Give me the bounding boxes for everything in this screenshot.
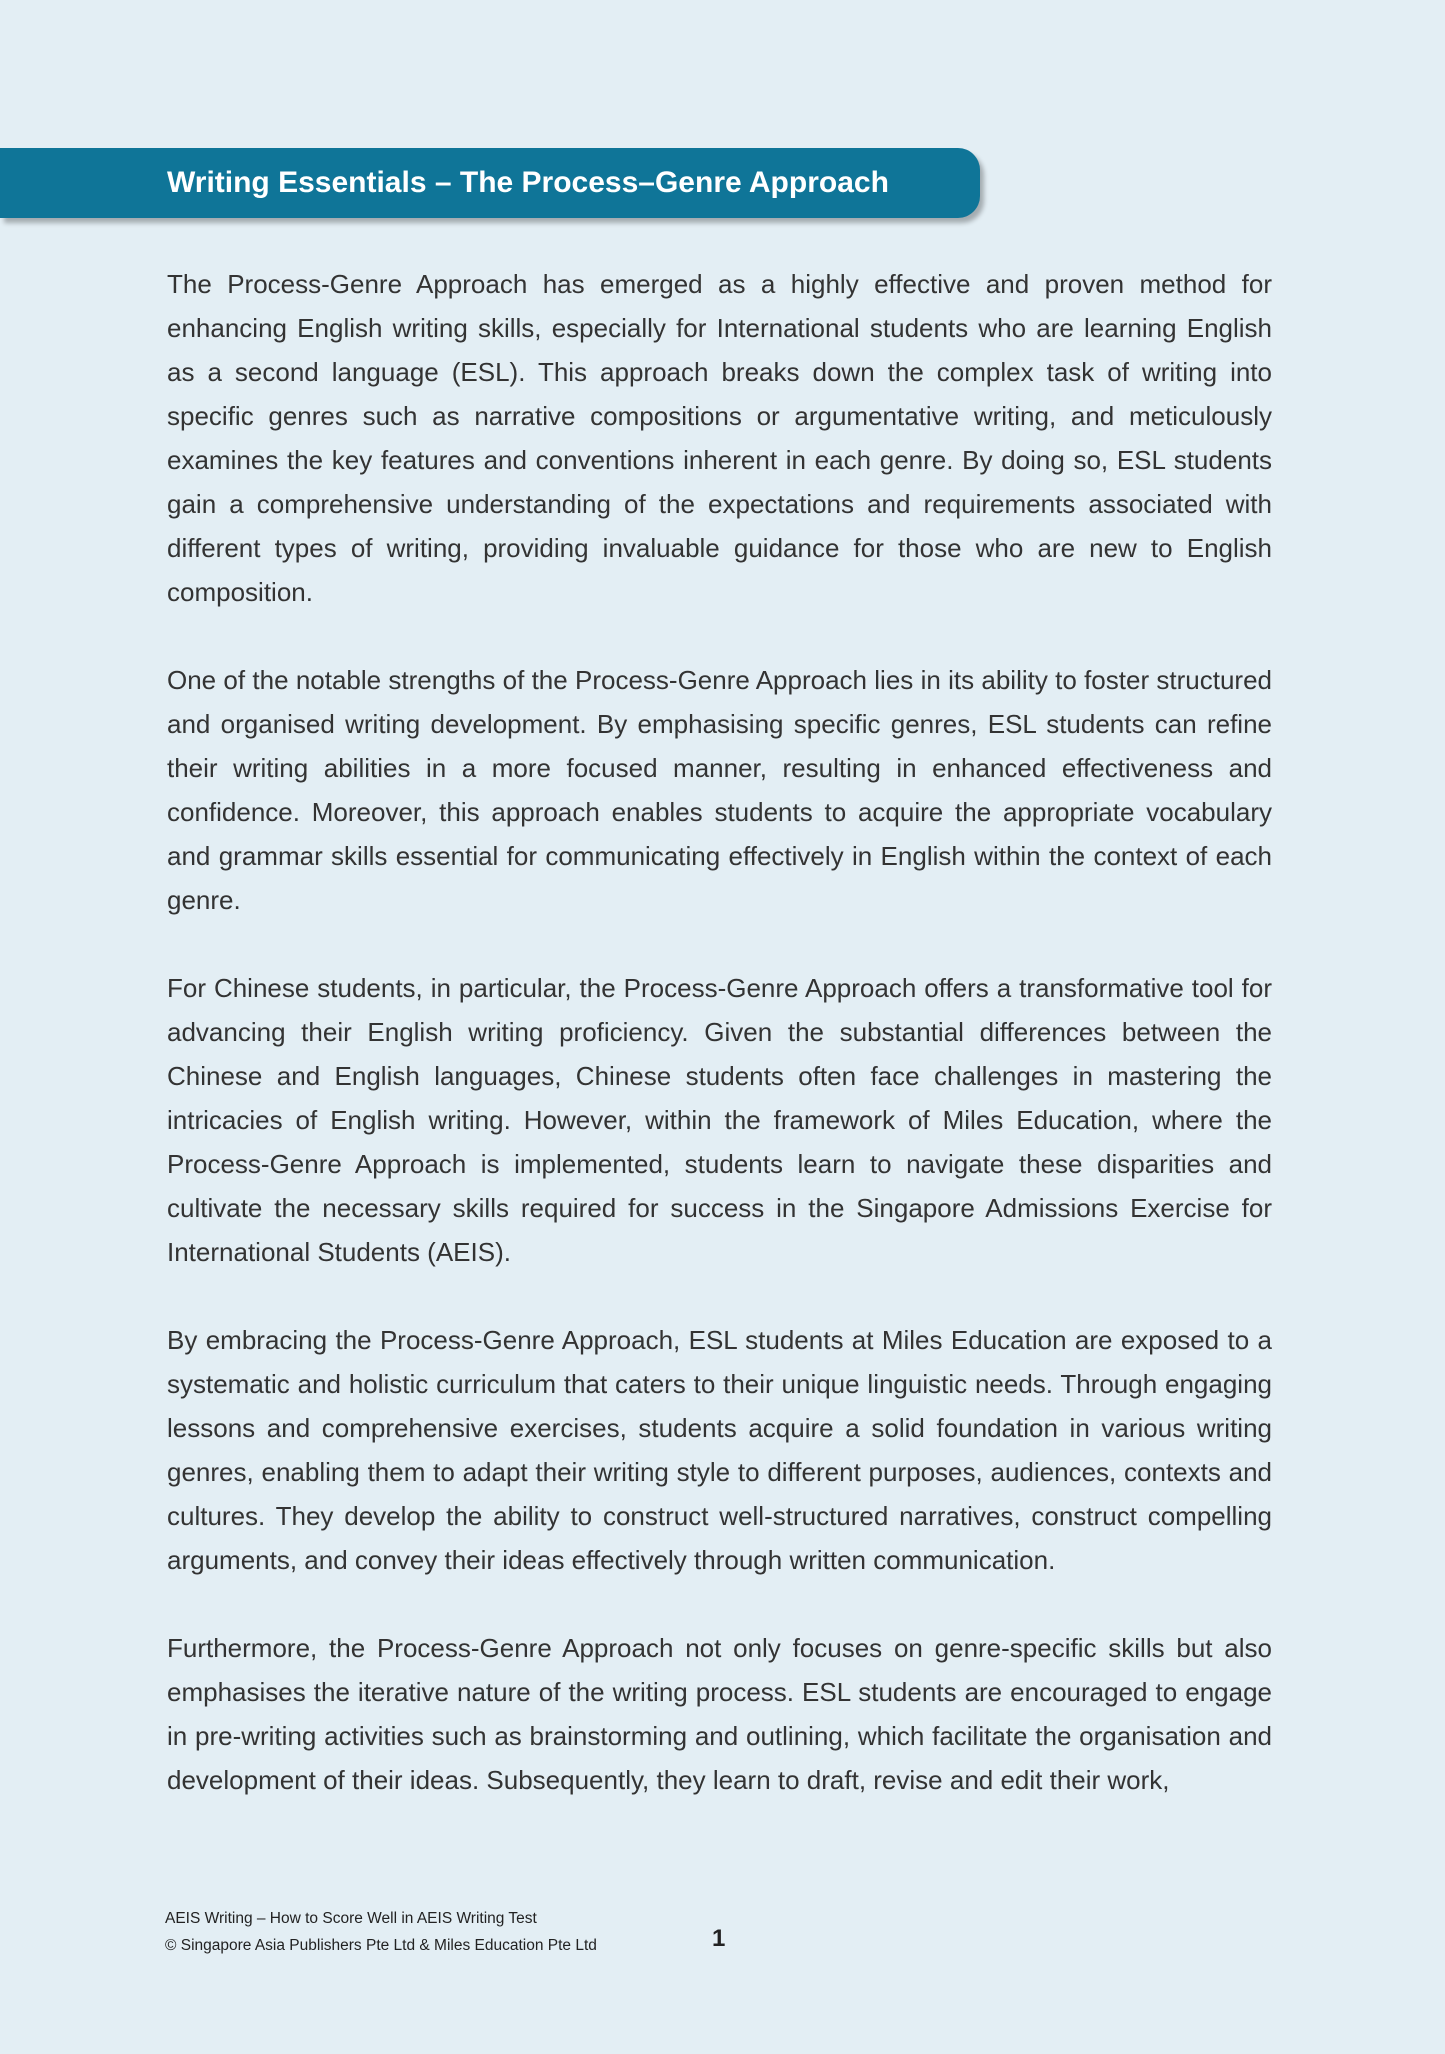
footer-copyright: © Singapore Asia Publishers Pte Ltd & Miles Education Pte Ltd bbox=[165, 1937, 597, 1954]
footer-book-title: AEIS Writing – How to Score Well in AEIS Writing Test bbox=[165, 1910, 537, 1927]
section-header-banner bbox=[0, 148, 980, 218]
paragraph-5: Furthermore, the Process-Genre Approach not only focuses on genre-specific skills but also emphasises the iterative nature of the writing process. ESL students are encouraged to engage in pre-writing activities such as brainstorming and outlining, which facilitate the organisation and development of their ideas. Subsequently, they learn to draft, revise and edit their work, bbox=[167, 1633, 1272, 1795]
paragraph-1: The Process-Genre Approach has emerged as a highly effective and proven method for enhancing English writing skills, especially for International students who are learning English as a second language (ESL). This approach breaks down the complex task of writing into specific genres such as narrative compositions or argumentative writing, and meticulously examines the key features and conventions inherent in each genre. By doing so, ESL students gain a comprehensive understanding of the expectations and requirements associated with different types of writing, providing invaluable guidance for those who are new to English composition. bbox=[167, 269, 1272, 607]
paragraph-4: By embracing the Process-Genre Approach, ESL students at Miles Education are exposed to a systematic and holistic curriculum that caters to their unique linguistic needs. Through engaging lessons and comprehensive exercises, students acquire a solid foundation in various writing genres, enabling them to adapt their writing style to different purposes, audiences, contexts and cultures. They develop the ability to construct well-structured narratives, construct compelling arguments, and convey their ideas effectively through written communication. bbox=[167, 1325, 1272, 1575]
paragraph-2: One of the notable strengths of the Process-Genre Approach lies in its ability to foster structured and organised writing development. By emphasising specific genres, ESL students can refine their writing abilities in a more focused manner, resulting in enhanced effectiveness and confidence. Moreover, this approach enables students to acquire the appropriate vocabulary and grammar skills essential for communicating effectively in English within the context of each genre. bbox=[167, 665, 1272, 915]
body-text bbox=[167, 262, 1272, 1846]
page-number: 1 bbox=[712, 1925, 726, 1952]
paragraph-3: For Chinese students, in particular, the Process-Genre Approach offers a transformative tool for advancing their English writing proficiency. Given the substantial differences between the Chinese and English languages, Chinese students often face challenges in mastering the intricacies of English writing. However, within the framework of Miles Education, where the Process-Genre Approach is implemented, students learn to navigate these disparities and cultivate the necessary skills required for success in the Singapore Admissions Exercise for International Students (AEIS). bbox=[167, 973, 1272, 1267]
footer bbox=[165, 1905, 597, 1959]
section-title: Writing Essentials – The Process–Genre Approach bbox=[167, 166, 889, 199]
